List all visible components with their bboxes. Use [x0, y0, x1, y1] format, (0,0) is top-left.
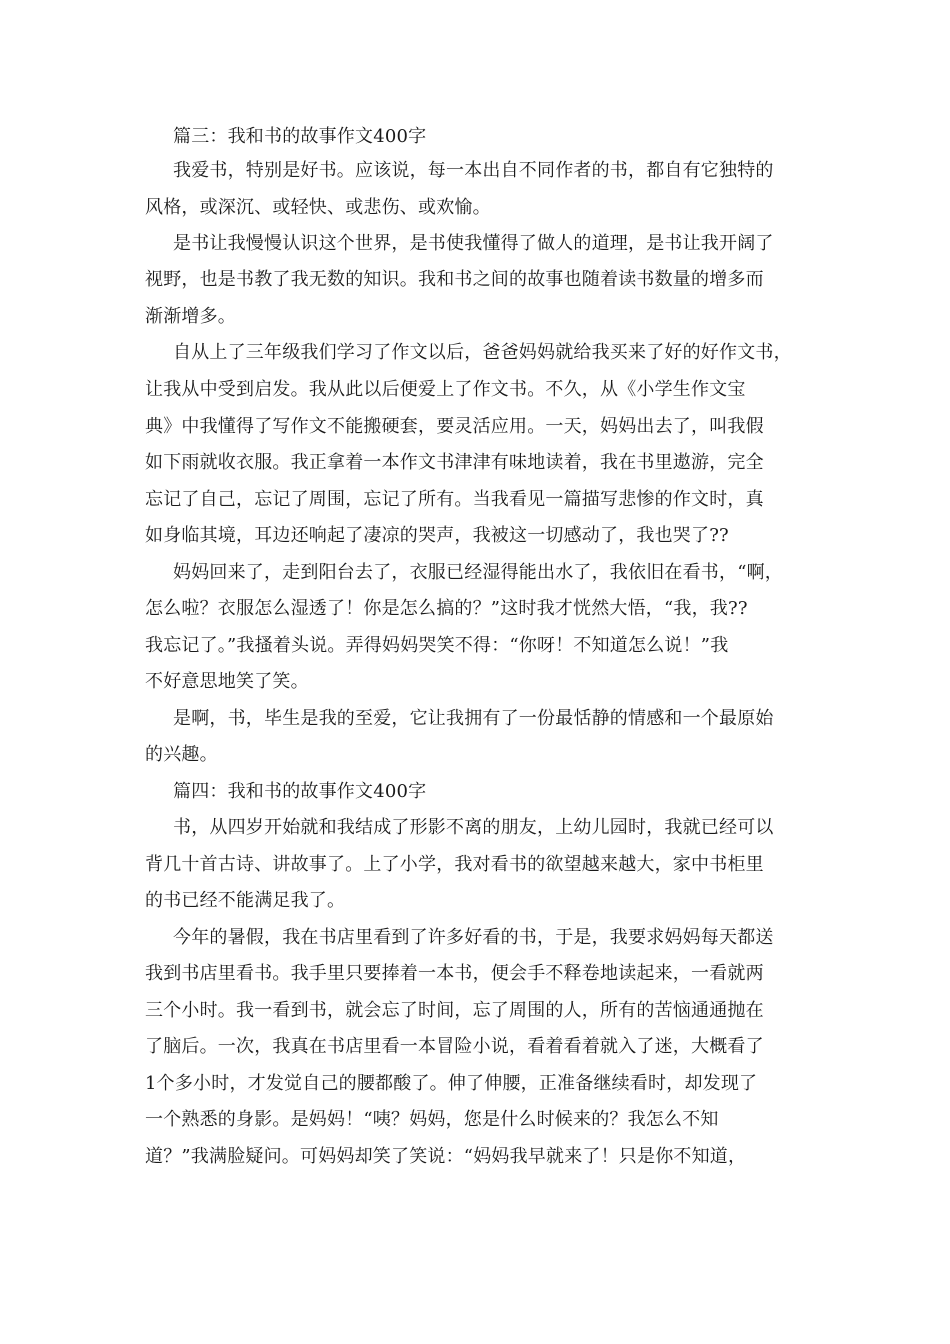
paragraph-line: 忘记了自己，忘记了周围，忘记了所有。当我看见一篇描写悲惨的作文时，真	[145, 489, 764, 510]
paragraph-line: 让我从中受到启发。我从此以后便爱上了作文书。不久，从《小学生作文宝	[145, 379, 746, 400]
paragraph-line: 书，从四岁开始就和我结成了形影不离的朋友，上幼儿园时，我就已经可以	[173, 817, 774, 838]
paragraph-line: 怎么啦？衣服怎么湿透了！你是怎么搞的？”这时我才恍然大悟，“我，我??	[145, 598, 748, 619]
paragraph-line: 如下雨就收衣服。我正拿着一本作文书津津有味地读着，我在书里遨游，完全	[145, 452, 764, 473]
paragraph-line: 不好意思地笑了笑。	[145, 671, 309, 692]
heading-part-three: 篇三：我和书的故事作文400字	[173, 126, 427, 147]
paragraph-line: 渐渐增多。	[145, 306, 236, 327]
paragraph-line: 的兴趣。	[145, 744, 218, 765]
paragraph-line: 道？”我满脸疑问。可妈妈却笑了笑说：“妈妈我早就来了！只是你不知道，	[145, 1146, 747, 1167]
paragraph-line: 一个熟悉的身影。是妈妈！“咦？妈妈，您是什么时候来的？我怎么不知	[145, 1109, 719, 1130]
paragraph-line: 如身临其境，耳边还响起了凄凉的哭声，我被这一切感动了，我也哭了??	[145, 525, 729, 546]
paragraph-line: 背几十首古诗、讲故事了。上了小学，我对看书的欲望越来越大，家中书柜里	[145, 854, 764, 875]
paragraph-line: 典》中我懂得了写作文不能搬硬套，要灵活应用。一天，妈妈出去了，叫我假	[145, 416, 764, 437]
paragraph-line: 1个多小时，才发觉自己的腰都酸了。伸了伸腰，正准备继续看时，却发现了	[145, 1073, 758, 1094]
paragraph-line: 了脑后。一次，我真在书店里看一本冒险小说，看着看着就入了迷，大概看了	[145, 1036, 764, 1057]
paragraph-line: 是书让我慢慢认识这个世界，是书使我懂得了做人的道理，是书让我开阔了	[173, 233, 774, 254]
paragraph-line: 三个小时。我一看到书，就会忘了时间，忘了周围的人，所有的苦恼通通抛在	[145, 1000, 764, 1021]
paragraph-line: 的书已经不能满足我了。	[145, 890, 346, 911]
paragraph-line: 我到书店里看书。我手里只要捧着一本书，便会手不释卷地读起来，一看就两	[145, 963, 764, 984]
paragraph-line: 我忘记了。”我搔着头说。弄得妈妈哭笑不得：“你呀！不知道怎么说！”我	[145, 635, 729, 656]
paragraph-line: 是啊，书，毕生是我的至爱，它让我拥有了一份最恬静的情感和一个最原始	[173, 708, 774, 729]
paragraph-line: 自从上了三年级我们学习了作文以后，爸爸妈妈就给我买来了好的好作文书，	[173, 342, 792, 363]
paragraph-line: 今年的暑假，我在书店里看到了许多好看的书，于是，我要求妈妈每天都送	[173, 927, 774, 948]
heading-part-four: 篇四：我和书的故事作文400字	[173, 781, 427, 802]
paragraph-line: 妈妈回来了，走到阳台去了，衣服已经湿得能出水了，我依旧在看书，“啊，	[173, 562, 783, 583]
paragraph-line: 视野，也是书教了我无数的知识。我和书之间的故事也随着读书数量的增多而	[145, 269, 764, 290]
paragraph-line: 风格，或深沉、或轻快、或悲伤、或欢愉。	[145, 197, 491, 218]
paragraph-line: 我爱书，特别是好书。应该说，每一本出自不同作者的书，都自有它独特的	[173, 160, 774, 181]
